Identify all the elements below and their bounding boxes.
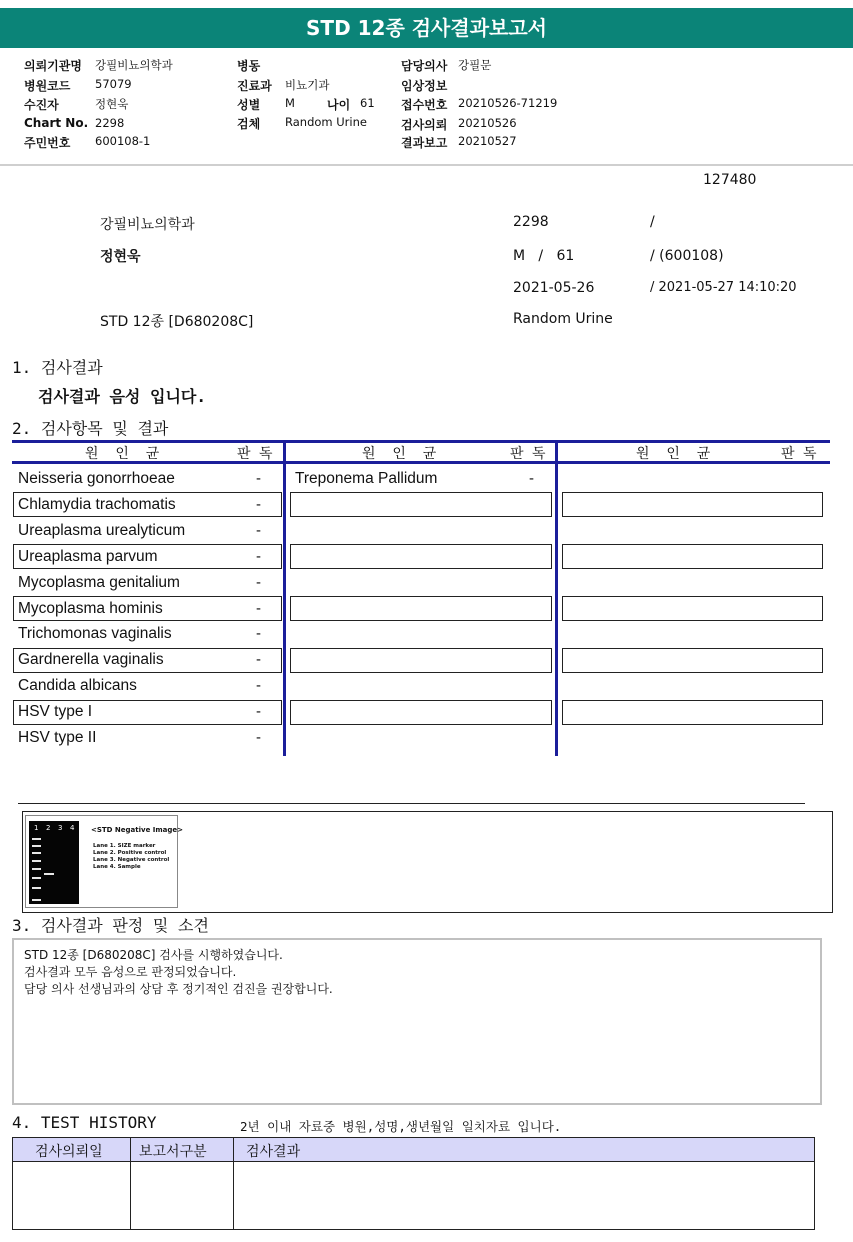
lane-number: 1	[34, 824, 39, 832]
history-note: 2년 이내 자료중 병원,성명,생년월일 일치자료 입니다.	[240, 1119, 562, 1134]
section4-heading: 4. TEST HISTORY	[12, 1113, 157, 1132]
value-patient: 정현욱	[95, 97, 129, 111]
pathogen-name: Chlamydia trachomatis	[18, 496, 176, 513]
section1-result: 검사결과 음성 입니다.	[38, 387, 207, 406]
label-test-request: 검사의뢰	[401, 118, 448, 132]
pathogen-result: -	[256, 522, 261, 539]
value-specimen: Random Urine	[285, 115, 367, 129]
pathogen-result: -	[256, 600, 261, 617]
value-chart-no: 2298	[95, 116, 125, 130]
pathogen-name: Ureaplasma urealyticum	[18, 522, 186, 539]
summary-sex-age: M / 61	[513, 248, 575, 264]
gel-legend-item: Lane 4. Sample	[93, 864, 141, 870]
summary-chart-no: 2298	[513, 214, 549, 230]
col2-header-judgement: 판 독	[510, 446, 546, 462]
value-result-report: 20210527	[458, 134, 517, 148]
empty-result-box	[562, 492, 823, 517]
pathogen-name: Ureaplasma parvum	[18, 548, 158, 565]
header-divider	[0, 164, 853, 166]
empty-result-box	[562, 596, 823, 621]
label-resident-number: 주민번호	[24, 136, 71, 150]
label-hospital-code: 병원코드	[24, 79, 71, 93]
label-ward: 병동	[237, 59, 261, 73]
gel-legend-item: Lane 3. Negative control	[93, 857, 170, 863]
history-col-report-type: 보고서구분	[139, 1144, 207, 1160]
opinion-line: 담당 의사 선생님과의 상담 후 정기적인 검진을 권장합니다.	[24, 982, 333, 996]
label-result-report: 결과보고	[401, 136, 448, 150]
report-title: STD 12종 검사결과보고서	[0, 8, 853, 48]
value-receipt-number: 20210526-71219	[458, 96, 558, 110]
empty-result-box	[562, 700, 823, 725]
summary-test-name: STD 12종 [D680208C]	[100, 314, 254, 330]
col3-header-judgement: 판 독	[781, 446, 817, 462]
empty-result-box	[290, 492, 552, 517]
label-requesting-institution: 의뢰기관명	[24, 59, 82, 73]
pathogen-result: -	[256, 651, 261, 668]
pathogen-result: -	[256, 703, 261, 720]
col3-header-pathogen: 원 인 균	[636, 446, 711, 462]
empty-result-box	[562, 544, 823, 569]
summary-slash: /	[650, 214, 655, 230]
summary-specimen: Random Urine	[513, 311, 613, 327]
pathogen-name: HSV type II	[18, 729, 97, 746]
pathogen-name: Mycoplasma hominis	[18, 600, 163, 617]
pathogen-result: -	[529, 470, 534, 487]
col2-header-pathogen: 원 인 균	[362, 446, 437, 462]
gel-band	[32, 868, 41, 870]
gel-band	[32, 860, 41, 862]
summary-hospital: 강필비뇨의학과	[100, 217, 195, 233]
pathogen-name: Gardnerella vaginalis	[18, 651, 164, 668]
gel-band	[32, 845, 41, 847]
gel-band	[32, 877, 41, 879]
section1-heading: 1. 검사결과	[12, 358, 103, 377]
opinion-line: 검사결과 모두 음성으로 판정되었습니다.	[24, 965, 237, 979]
gel-legend-title: <STD Negative Image>	[91, 826, 184, 834]
gel-band	[32, 899, 41, 901]
pathogen-result: -	[256, 574, 261, 591]
summary-reported: / 2021-05-27 14:10:20	[650, 280, 797, 295]
empty-result-box	[290, 700, 552, 725]
empty-result-box	[290, 648, 552, 673]
pathogen-result: -	[256, 470, 261, 487]
empty-result-box	[562, 648, 823, 673]
gel-photo	[29, 821, 79, 904]
value-resident-number: 600108-1	[95, 134, 151, 148]
pathogen-name: Mycoplasma genitalium	[18, 574, 180, 591]
col1-header-pathogen: 원 인 균	[85, 446, 160, 462]
section2-heading: 2. 검사항목 및 결과	[12, 419, 169, 438]
gel-band	[32, 852, 41, 854]
empty-result-box	[290, 596, 552, 621]
label-chart-no: Chart No.	[24, 116, 89, 130]
value-hospital-code: 57079	[95, 77, 132, 91]
value-requesting-institution: 강필비뇨의학과	[95, 58, 173, 72]
gel-band	[32, 887, 41, 889]
label-patient: 수진자	[24, 98, 59, 112]
gel-band	[44, 873, 54, 875]
image-separator	[18, 803, 805, 804]
summary-birth: / (600108)	[650, 248, 724, 264]
value-department: 비뇨기과	[285, 78, 330, 92]
label-age: 나이	[327, 98, 351, 112]
section3-heading: 3. 검사결과 판정 및 소견	[12, 916, 209, 935]
summary-patient: 정현욱	[100, 249, 141, 265]
value-sex: M	[285, 96, 295, 110]
history-col-test-result: 검사결과	[246, 1144, 301, 1160]
pathogen-name: Neisseria gonorrhoeae	[18, 470, 175, 487]
value-doctor: 강필문	[458, 58, 492, 72]
pathogen-result: -	[256, 729, 261, 746]
col1-header-judgement: 판 독	[237, 446, 273, 462]
pathogen-name: Trichomonas vaginalis	[18, 625, 172, 642]
pathogen-result: -	[256, 677, 261, 694]
lane-number: 4	[70, 824, 75, 832]
pathogen-result: -	[256, 548, 261, 565]
opinion-line: STD 12종 [D680208C] 검사를 시행하였습니다.	[24, 948, 283, 962]
gel-band	[32, 838, 41, 840]
lane-number: 3	[58, 824, 63, 832]
label-receipt-number: 접수번호	[401, 98, 448, 112]
pathogen-name: HSV type I	[18, 703, 93, 720]
lane-number: 2	[46, 824, 51, 832]
history-col-request-date: 검사의뢰일	[35, 1144, 103, 1160]
gel-legend-item: Lane 2. Positive control	[93, 850, 167, 856]
pathogen-result: -	[256, 625, 261, 642]
label-specimen: 검체	[237, 117, 261, 131]
gel-image	[25, 815, 184, 908]
table-col-divider-2	[555, 440, 558, 756]
value-age: 61	[360, 96, 375, 110]
history-table	[12, 1137, 815, 1230]
label-clinical-info: 임상정보	[401, 79, 448, 93]
pathogen-result: -	[256, 496, 261, 513]
value-test-request: 20210526	[458, 116, 517, 130]
table-col-divider-1	[283, 440, 286, 756]
summary-code: 127480	[703, 172, 757, 188]
empty-result-box	[290, 544, 552, 569]
label-department: 진료과	[237, 79, 272, 93]
label-sex: 성별	[237, 98, 261, 112]
pathogen-name: Treponema Pallidum	[295, 470, 438, 487]
opinion-box	[12, 938, 822, 1105]
gel-legend-item: Lane 1. SIZE marker	[93, 843, 156, 849]
label-doctor: 담당의사	[401, 59, 448, 73]
summary-received-date: 2021-05-26	[513, 280, 595, 296]
pathogen-name: Candida albicans	[18, 677, 137, 694]
